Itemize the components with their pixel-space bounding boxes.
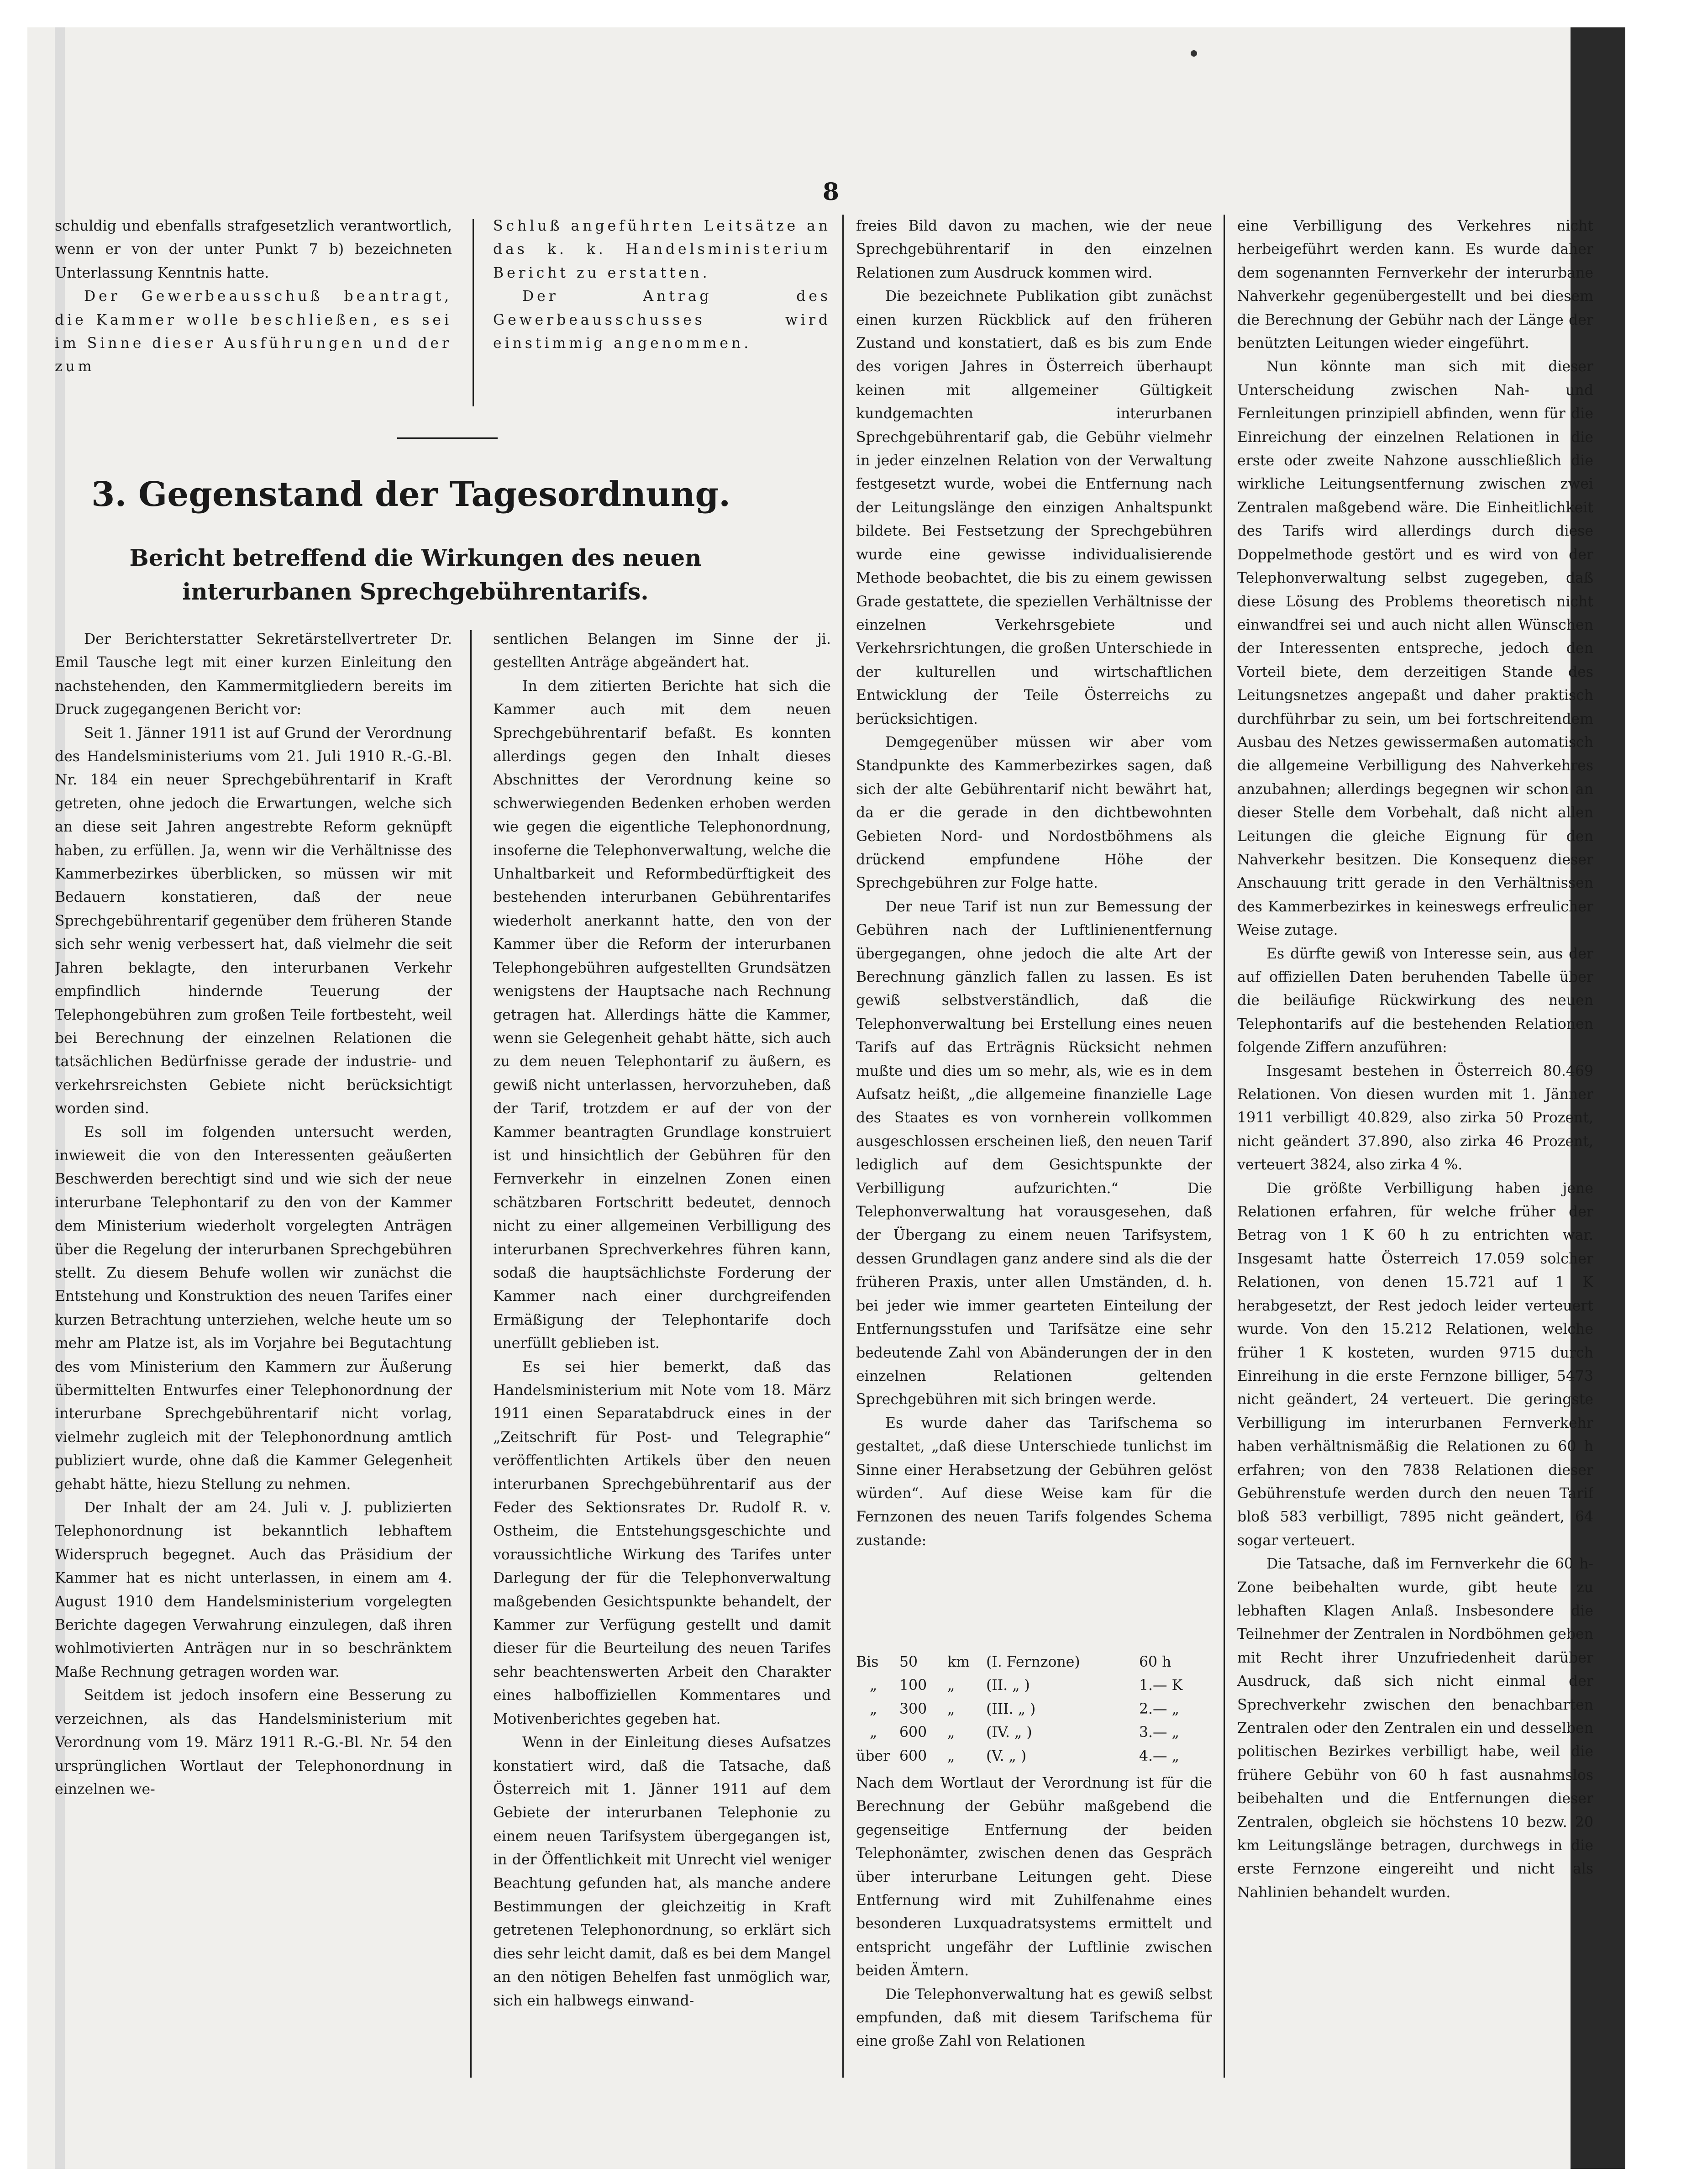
paragraph: freies Bild davon zu machen, wie der neue Sprechgebührentarif in den einzelnen Relationen zum Ausdruck kommen wird. — [856, 218, 1212, 281]
page-number: 8 — [822, 178, 840, 206]
tariff-amount: 3.— „ — [1139, 1724, 1179, 1741]
tariff-distance: 600 — [899, 1747, 927, 1764]
column-2-top — [493, 215, 831, 406]
tariff-row — [856, 1745, 1203, 1768]
tariff-zone: (V. „ ) — [986, 1747, 1027, 1764]
paragraph: schuldig und ebenfalls strafgesetzlich verantwortlich, wenn er von der unter Punkt 7 b) bezeichneten Unterlassung Kenntnis hatte. — [55, 218, 452, 281]
tariff-table — [856, 1651, 1203, 1768]
tariff-row — [856, 1698, 1203, 1721]
paragraph: Die größte Verbilligung haben jene Relationen erfahren, für welche früher der Betrag von 1 K 60 h zu entrichten war. Insgesamt hatte Österreich 17.059 solcher Relationen, von denen 15.721 auf 1 K herabgesetzt, der Rest jedoch leider verteuert wurde. Von den 15.212 Relationen, welche früher 1 K kosteten, wurden 9715 durch Einreihung in die erste Fernzone billiger, 5473 nicht geändert, 24 verteuert. Die geringste Verbilligung im interurbanen Fernverkehr haben verhältnismäßig die Relationen zu 60 h erfahren; von den 7838 Relationen dieser Gebührenstufe werden durch den neuen Tarif bloß 583 verbilligt, 7895 nicht geändert, 64 sogar verteuert. — [1237, 1180, 1593, 1549]
ink-speck — [1191, 50, 1197, 57]
column-3-continued — [856, 1772, 1212, 2078]
paragraph: Nun könnte man sich mit dieser Unterscheidung zwischen Nah- und Fernleitungen prinzipiell abfinden, wenn für die Einreichung der einzelnen Relationen in die erste oder zweite Nahzone ausschließlich die wirkliche Leitungsentfernung zwischen zwei Zentralen maßgebend wäre. Die Einheitlichkeit des Tarifs wird allerdings durch diese Doppelmethode gestört und es wird von der Telephonverwaltung selbst zugegeben, daß diese Lösung des Problems theoretisch nicht einwandfrei sei und auch nicht allen Wünschen der Interessenten entspreche, jedoch den Vorteil biete, dem derzeitigen Stande des Leitungsnetzes angepaßt und daher praktisch durchführbar zu sein, um bei fortschreitendem Ausbau des Netzes gewissermaßen automatisch die allgemeine Verbilligung des Nahverkehres anzubahnen; allerdings begegnen wir schon an dieser Stelle dem Vorbehalt, daß nicht allen Leitungen die gleiche Eignung für den Nahverkehr besitzen. Die Konsequenz dieser Anschauung tritt gerade in den Verhältnissen des Kammerbezirkes in keineswegs erfreulicher Weise zutage. — [1237, 358, 1593, 939]
tariff-unit: „ — [947, 1700, 955, 1717]
paragraph: Seitdem ist jedoch insofern eine Besserung zu verzeichnen, als das Handelsministerium mit Verordnung vom 19. März 1911 R.-G.-Bl. Nr. 54 den ursprünglichen Wortlaut der Telephonordnung in einzelnen we- — [55, 1687, 452, 1798]
tariff-prefix: „ — [870, 1700, 877, 1717]
section-heading: 3. Gegenstand der Tagesordnung. — [91, 475, 730, 514]
tariff-prefix: „ — [870, 1724, 877, 1741]
tariff-amount: 4.— „ — [1139, 1747, 1179, 1764]
tariff-zone: (III. „ ) — [986, 1700, 1036, 1717]
column-rule — [473, 219, 474, 406]
paragraph: Der Gewerbeausschuß beantragt, die Kammer wolle beschließen, es sei im Sinne dieser Ausführungen und der zum — [55, 288, 452, 375]
column-rule — [1224, 215, 1225, 2078]
tariff-distance: 50 — [899, 1654, 918, 1670]
tariff-distance: 300 — [899, 1700, 927, 1717]
paragraph: Schluß angeführten Leitsätze an das k. k. Handelsministerium Bericht zu erstatten. — [493, 218, 831, 281]
tariff-zone: (IV. „ ) — [986, 1724, 1032, 1741]
column-1-top — [55, 215, 452, 406]
paragraph: Nach dem Wortlaut der Verordnung ist für die Berechnung der Gebühr maßgebend die gegenseitige Entfernung der beiden Telephonämter, zwischen denen das Gespräch über interurbane Leitungen geht. Diese Entfernung wird mit Zuhilfenahme eines besonderen Luxquadratsystems ermittelt und entspricht ungefähr der Luftlinie zwischen beiden Ämtern. — [856, 1775, 1212, 1979]
tariff-unit: „ — [947, 1724, 955, 1741]
column-3 — [856, 215, 1212, 1651]
paragraph: eine Verbilligung des Verkehres nicht herbeigeführt werden kann. Es wurde daher dem sogenannten Fernverkehr der interurbane Nahverkehr gegenübergestellt und bei diesem die Berechnung der Gebühr nach der Länge der benützten Leitungen wieder eingeführt. — [1237, 218, 1593, 352]
paragraph: Der Antrag des Gewerbeausschusses wird einstimmig angenommen. — [493, 288, 831, 352]
tariff-row — [856, 1651, 1203, 1674]
tariff-zone: (I. Fernzone) — [986, 1654, 1080, 1670]
paragraph: Demgegenüber müssen wir aber vom Standpunkte des Kammerbezirkes sagen, daß sich der alte Gebührentarif nicht bewährt hat, da er die gerade in den dichtbewohnten Gebieten Nord- und Nordostböhmens als drückend empfundene Höhe der Sprechgebühren zur Folge hatte. — [856, 734, 1212, 892]
tariff-unit: km — [947, 1654, 970, 1670]
column-1-bottom — [55, 628, 452, 2078]
tariff-unit: „ — [947, 1747, 955, 1764]
paragraph: Es wurde daher das Tarifschema so gestaltet, „daß diese Unterschiede tunlichst im Sinne einer Herabsetzung der Gebühren gelöst würden“. Auf diese Weise kam für die Fernzonen des neuen Tarifs folgendes Schema zustande: — [856, 1415, 1212, 1549]
tariff-prefix: „ — [870, 1677, 877, 1694]
column-4 — [1237, 215, 1593, 2078]
column-rule — [842, 215, 844, 2078]
paragraph: Die Telephonverwaltung hat es gewiß selbst empfunden, daß mit diesem Tarifschema für eine große Zahl von Relationen — [856, 1986, 1212, 2050]
paragraph: Der Inhalt der am 24. Juli v. J. publizierten Telephonordnung ist bekanntlich lebhaftem Widerspruch begegnet. Auch das Präsidium der Kammer hat es nicht unterlassen, in einem am 4. August 1910 dem Handelsministerium vorgelegten Berichte dagegen Verwahrung einzulegen, daß ihren wohlmotivierten Anträgen nur in so beschränktem Maße Rechnung getragen worden war. — [55, 1500, 452, 1680]
paragraph: Der neue Tarif ist nun zur Bemessung der Gebühren nach der Luftlinienentfernung übergegangen, ohne jedoch die alte Art der Berechnung gänzlich fallen zu lassen. Es ist gewiß selbstverständlich, daß die Telephonverwaltung bei Erstellung eines neuen Tarifs auf das Erträgnis Rücksicht nehmen mußte und dies um so mehr, als, wie es in dem Aufsatz heißt, „die allgemeine finanzielle Lage des Staates es von vornherein vollkommen ausgeschlossen erscheinen ließ, den neuen Tarif lediglich auf dem Gesichtspunkte der Verbilligung aufzurichten.“ Die Telephonverwaltung hat vorausgesehen, daß der Übergang zu einem neuen Tarifsystem, dessen Grundlagen ganz andere sind als die der früheren Praxis, unter allen Umständen, d. h. bei jeder wie immer gearteten Einteilung der Entfernungsstufen und Tarifsätze eine sehr bedeutende Zahl von Abänderungen der in den einzelnen Relationen geltenden Sprechgebühren mit sich bringen werde. — [856, 898, 1212, 1408]
tariff-prefix: über — [856, 1747, 890, 1764]
paragraph: Es sei hier bemerkt, daß das Handelsministerium mit Note vom 18. März 1911 einen Separatabdruck eines in der „Zeitschrift für Post- und Telegraphie“ veröffentlichten Artikels über den neuen interurbanen Sprechgebührentarif aus der Feder des Sektionsrates Dr. Rudolf R. v. Ostheim, die Entstehungsgeschichte und voraussichtliche Wirkung des Tarifes unter Darlegung der für die Telephonverwaltung maßgebenden Gesichtspunkte behandelt, der Kammer zur Verfügung gestellt und damit dieser für die Beurteilung des neuen Tarifes sehr beachtenswerten Arbeit den Charakter eines halboffiziellen Kommentares und Motivenberichtes gegeben hat. — [493, 1358, 831, 1727]
tariff-amount: 60 h — [1139, 1654, 1171, 1670]
tariff-unit: „ — [947, 1677, 955, 1694]
paragraph: Es soll im folgenden untersucht werden, inwieweit die von den Interessenten geäußerten Beschwerden berechtigt sind und wie sich der neue interurbane Telephontarif zu den von der Kammer dem Ministerium wiederholt vorgelegten Anträgen über die Regelung der interurbanen Sprechgebühren stellt. Zu diesem Behufe wollen wir zunächst die Entstehung und Konstruktion des neuen Tarifes einer kurzen Betrachtung unterziehen, welche heute um so mehr am Platze ist, als im Vorjahre bei Begutachtung des vom Ministerium den Kammern zur Äußerung übermittelten Entwurfes einer Telephonordnung der interurbane Sprechgebührentarif nicht vorlag, vielmehr zugleich mit der Telephonordnung amtlich publiziert wurde, ohne daß die Kammer Gelegenheit gehabt hätte, hiezu Stellung zu nehmen. — [55, 1124, 452, 1493]
tariff-prefix: Bis — [856, 1654, 879, 1670]
paragraph: Seit 1. Jänner 1911 ist auf Grund der Verordnung des Handelsministeriums vom 21. Juli 1910 R.-G.-Bl. Nr. 184 ein neuer Sprechgebührentarif in Kraft getreten, ohne jedoch die Erwartungen, welche sich an diese seit Jahren angestrebte Reform geknüpft haben, zu erfüllen. Ja, wenn wir die Verhältnisse des Kammerbezirkes überblicken, so müssen wir mit Bedauern konstatieren, daß der neue Sprechgebührentarif gegenüber dem früheren Stande sich sehr wenig verbessert hat, daß vielmehr die seit Jahren beklagte, den interurbanen Verkehr empfindlich hindernde Teuerung der Telephongebühren zum großen Teile fortbesteht, weil bei Berechnung der einzelnen Relationen die tatsächlichen Bedürfnisse gerade der industrie- und verkehrsreichsten Gebiete nicht berücksichtigt worden sind. — [55, 725, 452, 1117]
paragraph: In dem zitierten Berichte hat sich die Kammer auch mit dem neuen Sprechgebührentarif befaßt. Es konnten allerdings gegen den Inhalt dieses Abschnittes der Verordnung keine so schwerwiegenden Bedenken erhoben werden wie gegen die eigentliche Telephonordnung, insoferne die Telephonverwaltung, welche die Unhaltbarkeit und Reformbedürftigkeit des bestehenden interurbanen Gebührentarifes wiederholt anerkannt hatte, den von der Kammer über die Reform der interurbanen Telephongebühren aufgestellten Grundsätzen wenigstens der Hauptsache nach Rechnung getragen hat. Allerdings hätte die Kammer, wenn sie Gelegenheit gehabt hätte, sich auch zu dem neuen Telephontarif zu äußern, es gewiß nicht unterlassen, hervorzuheben, daß der Tarif, trotzdem er auf der von der Kammer beantragten Grundlage konstruiert ist und hinsichtlich der Gebühren für den Fernverkehr in einzelnen Zonen einen schätzbaren Fortschritt bedeutet, dennoch nicht zu einer allgemeinen Verbilligung des interurbanen Sprechverkehres führen kann, sodaß die hauptsächlichste Forderung der Kammer nach einer durchgreifenden Ermäßigung der Telephontarife doch unerfüllt geblieben ist. — [493, 678, 831, 1352]
tariff-row — [856, 1674, 1203, 1697]
column-rule — [470, 630, 472, 2078]
tariff-row — [856, 1721, 1203, 1744]
paragraph: sentlichen Belangen im Sinne der ji. gestellten Anträge abgeändert hat. — [493, 631, 831, 671]
tariff-distance: 600 — [899, 1724, 927, 1741]
paragraph: Der Berichterstatter Sekretärstellvertreter Dr. Emil Tausche legt mit einer kurzen Einleitung den nachstehenden, den Kammermitgliedern bereits im Druck zugegangenen Bericht vor: — [55, 631, 452, 718]
tariff-amount: 1.— K — [1139, 1677, 1183, 1694]
tariff-zone: (II. „ ) — [986, 1677, 1030, 1694]
column-2-bottom — [493, 628, 831, 2078]
tariff-amount: 2.— „ — [1139, 1700, 1179, 1717]
paragraph: Insgesamt bestehen in Österreich 80.469 Relationen. Von diesen wurden mit 1. Jänner 1911 verbilligt 40.829, also zirka 50 Prozent, nicht geändert 37.890, also zirka 46 Prozent, verteuert 3824, also zirka 4 %. — [1237, 1063, 1593, 1174]
paragraph: Die Tatsache, daß im Fernverkehr die 60 h-Zone beibehalten wurde, gibt heute zu lebhaften Klagen Anlaß. Insbesondere die Teilnehmer der Zentralen in Nordböhmen geben mit Recht ihrer Unzufriedenheit darüber Ausdruck, daß sich nicht einmal der Sprechverkehr zwischen den benachbarten Zentralen oder den Zentralen ein und desselben politischen Bezirkes verbilligt habe, weil die frühere Gebühr von 60 h fast ausnahmslos beibehalten und die Entfernungen dieser Zentralen, obgleich sie höchstens 10 bezw. 20 km Leitungslänge betragen, durchwegs in die erste Fernzone eingereiht und nicht als Nahlinien behandelt wurden. — [1237, 1556, 1593, 1901]
tariff-distance: 100 — [899, 1677, 927, 1694]
separator-rule — [397, 437, 498, 439]
paragraph: Es dürfte gewiß von Interesse sein, aus der auf offiziellen Daten beruhenden Tabelle über die beiläufige Rückwirkung des neuen Telephontarifs auf die bestehenden Relationen folgende Ziffern anzuführen: — [1237, 945, 1593, 1056]
paragraph: Die bezeichnete Publikation gibt zunächst einen kurzen Rückblick auf den früheren Zustand und konstatiert, daß es bis zum Ende des vorigen Jahres in Österreich überhaupt keinen mit allgemeiner Gültigkeit kundgemachten interurbanen Sprechgebührentarif gab, die Gebühr vielmehr in jeder einzelnen Relation von der Verwaltung festgesetzt wurde, wobei die Entfernung nach der Leitungslänge den einzigen Anhaltspunkt bildete. Bei Festsetzung der Sprechgebühren wurde eine gewisse individualisierende Methode beobachtet, die bis zu einem gewissen Grade gestattete, die speziellen Verhältnisse der einzelnen Verkehrsgebiete und Verkehrsrichtungen, die großen Unterschiede in der kulturellen und wirtschaftlichen Entwicklung der Teile Österreichs zu berücksichtigen. — [856, 288, 1212, 727]
report-title: Bericht betreffend die Wirkungen des neuen interurbanen Sprechgebührentarifs. — [129, 544, 702, 605]
paragraph: Wenn in der Einleitung dieses Aufsatzes konstatiert wird, daß die Tatsache, daß Österreich mit 1. Jänner 1911 auf dem Gebiete der interurbanen Telephonie zu einem neuen Tarifsystem übergegangen ist, in der Öffentlichkeit mit Unrecht viel weniger Beachtung gefunden hat, als manche andere Bestimmungen der gleichzeitig in Kraft getretenen Telephonordnung, so erklärt sich dies sehr leicht damit, daß es bei dem Mangel an den nötigen Behelfen fast unmöglich war, sich ein halbwegs einwand- — [493, 1734, 831, 2009]
